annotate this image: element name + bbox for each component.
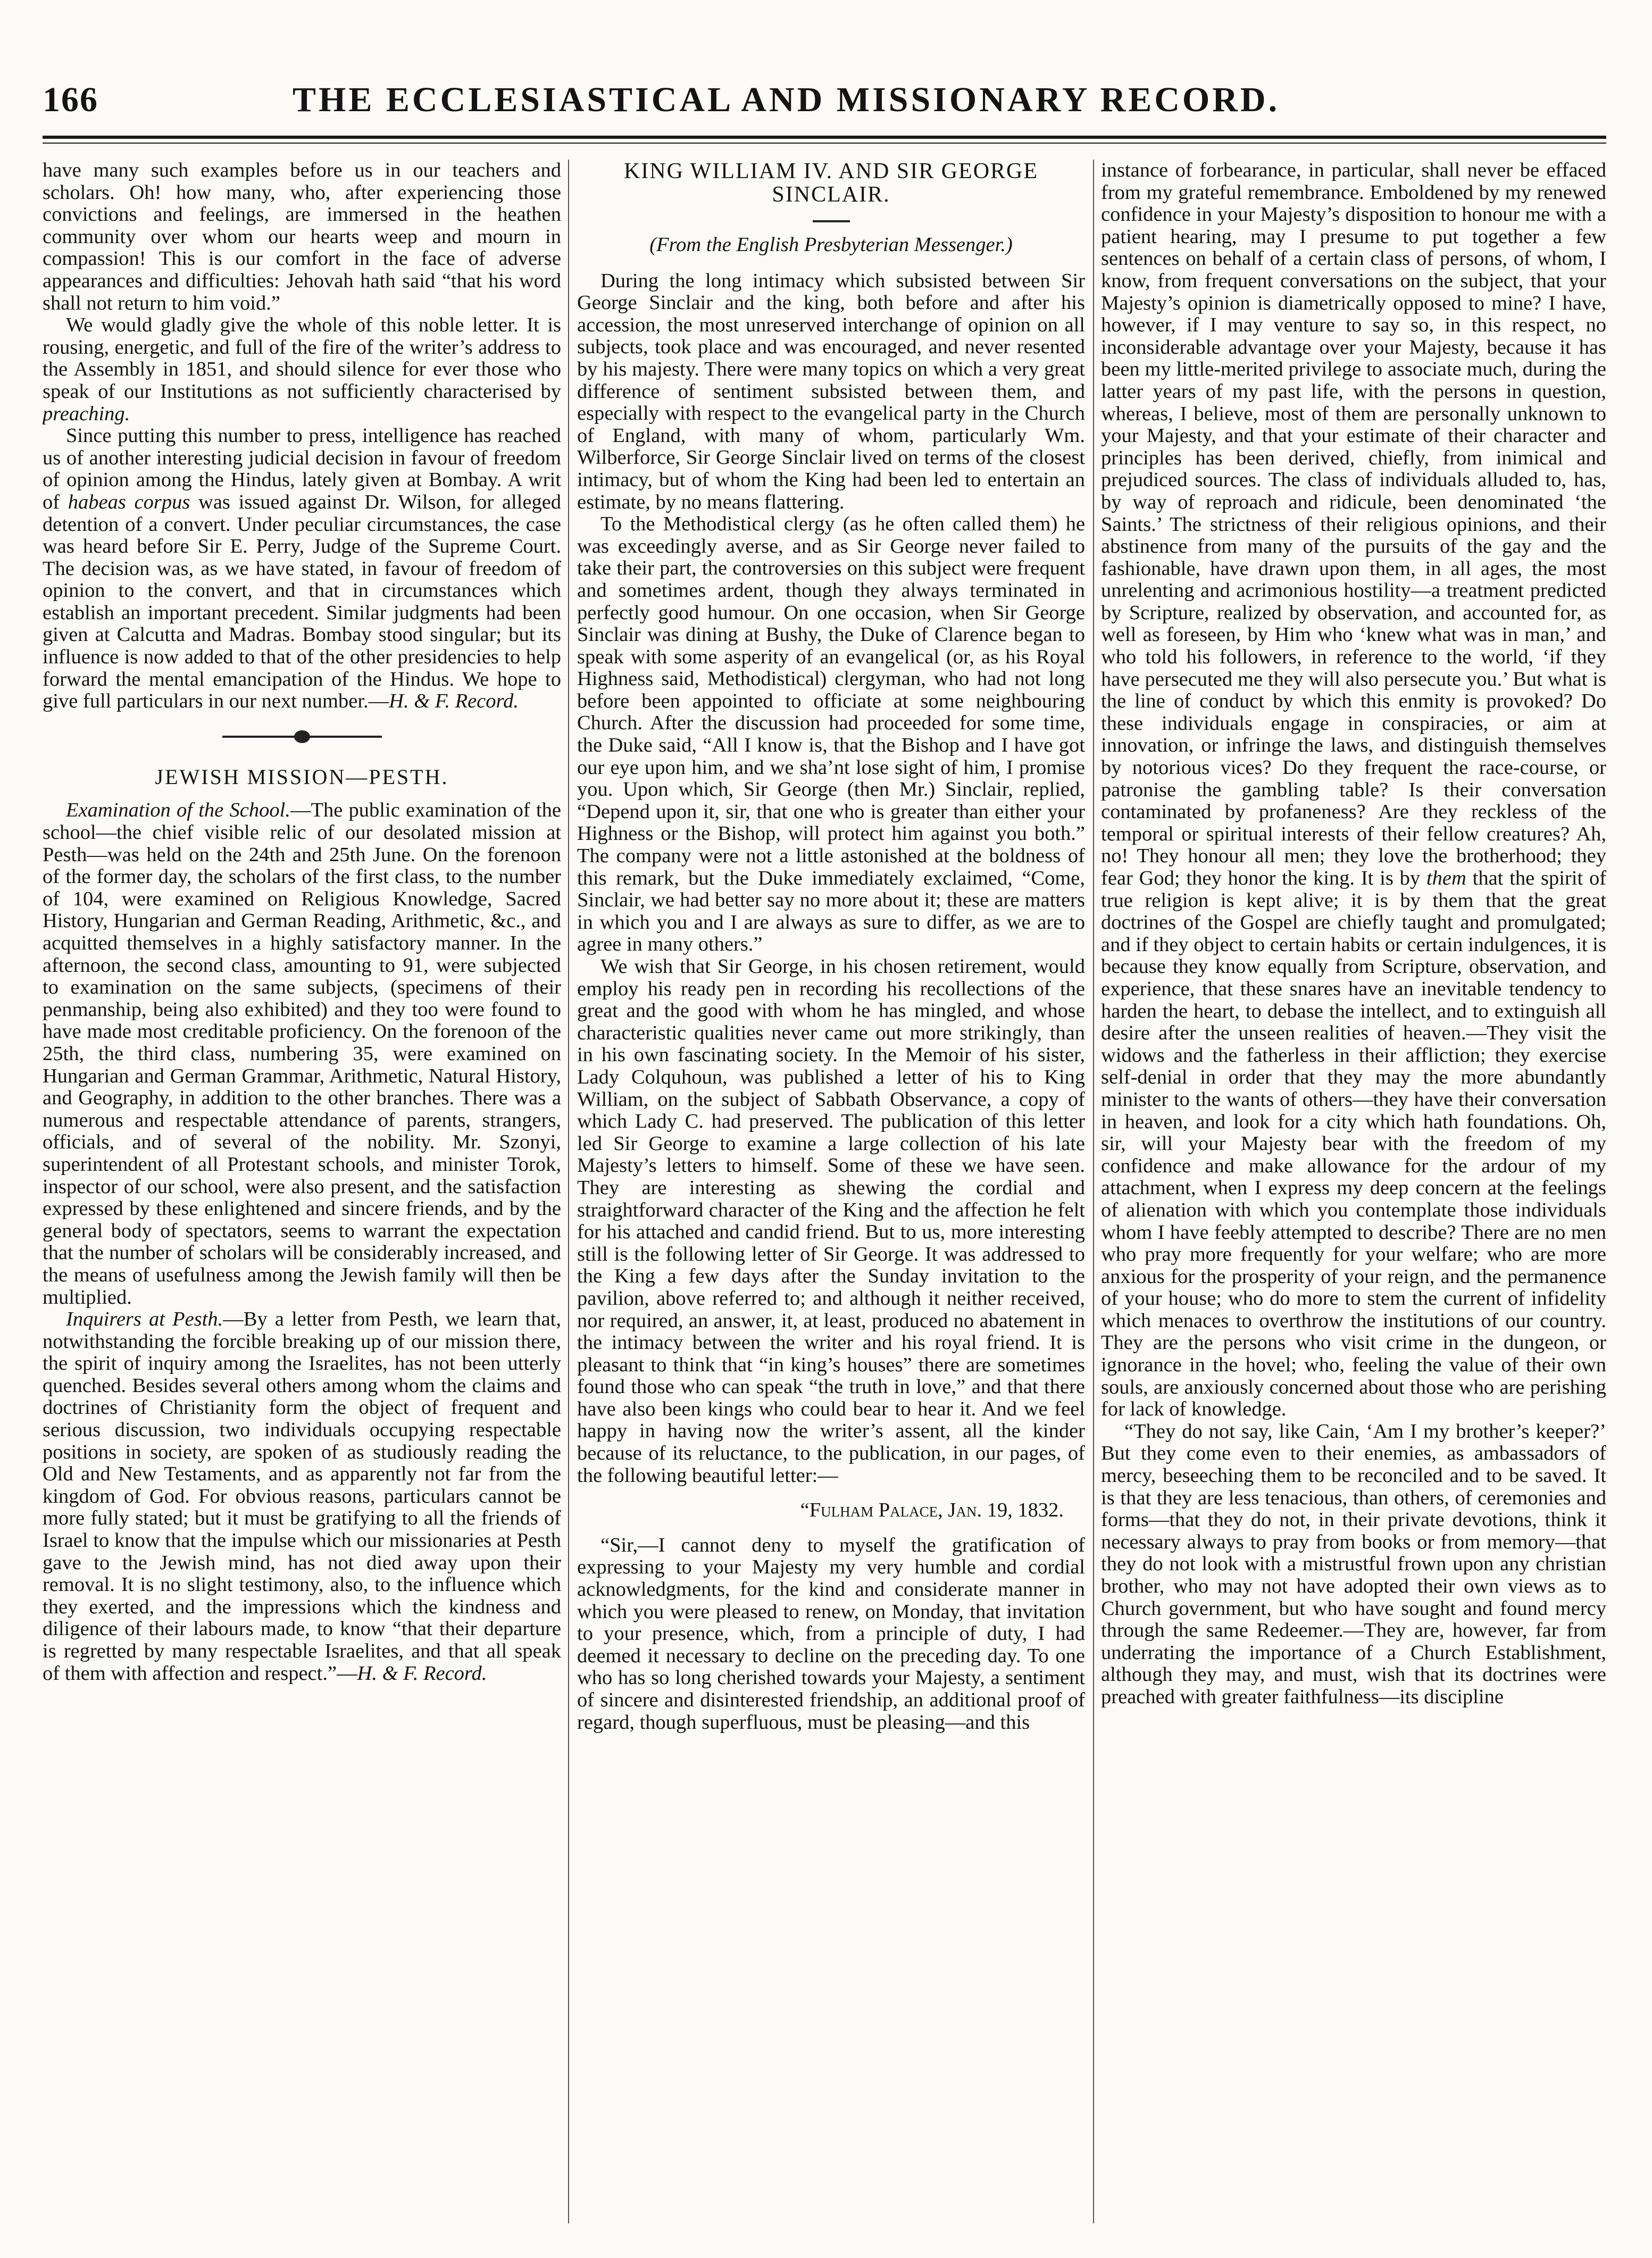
paragraph: “They do not say, like Cain, ‘Am I my brother’s keeper?’ But they come even to their enemies, as ambassadors of mercy, beseeching them to be reconciled and to be saved. It is that they are less tenacious, than others, of ceremonies and forms—that they do not, in their private devotions, think it necessary always to pray from books or from memory—that they do not look with a mistrustful frown upon any christian brother, who may not have adopted their own views as to Church government, but who have sought and found mercy through the same Redeemer.—They are, however, far from underrating the importance of a Church Establishment, although they may, and must, wish that its doctrines were preached with greater faithfulness—its discipline — [1101, 1420, 1606, 1708]
paragraph-text: Since putting this number to press, intelligence has reached us of another interesting judicial decision in favour of freedom of opinion among the Hindus, lately given at Bombay. A writ of — [43, 424, 561, 513]
column-1 — [43, 160, 561, 2223]
column-3 — [1101, 160, 1606, 2223]
emphasis: preaching. — [43, 402, 130, 425]
section-heading: JEWISH MISSION—PESTH. — [155, 764, 449, 789]
paragraph: To the Methodistical clergy (as he often called them) he was exceedingly averse, and as Sir George never failed to take their part, the controversies on this subject were frequent and sometimes ardent, though they always terminated in perfectly good humour. On one occasion, when Sir George Sinclair was dining at Bushy, the Duke of Clarence began to speak with some asperity of an evangelical (or, as his Royal Highness said, Methodistical) clergyman, who had not long before been appointed to officiate at some neighbouring Church. After the discussion had proceeded for some time, the Duke said, “All I know is, that the Bishop and I have got our eye upon him, and we sha’nt lose sight of him, I promise you. Upon which, Sir George (then Mr.) Sinclair, replied, “Depend upon it, sir, that one who is greater than either your Highness or the Bishop, will protect him against you both.” The company were not a little astonished at the boldness of this remark, but the Duke immediately exclaimed, “Come, Sinclair, we had better say no more about it; these are matters in which you and I are always as sure to differ, as we are to agree in many others.” — [577, 513, 1085, 956]
emphasis: habeas corpus — [68, 490, 190, 513]
paragraph-text: was issued against Dr. Wilson, for alleged detention of a convert. Under peculiar circumstances, the case was heard before Sir E. Perry, Judge of the Supreme Court. The decision was, as we have stated, in favour of freedom of opinion to the convert, and that in circumstances which establish an important precedent. Similar judgments had been given at Calcutta and Madras. Bombay stood singular; but its influence is now added to that of the other presidencies to help forward the mental emancipation of the Hindus. We hope to give full particulars in our next number.— — [43, 490, 561, 713]
paragraph-text: We would gladly give the whole of this noble letter. It is rousing, energetic, and full of the fire of the writer’s address to the Assembly in 1851, and should silence for ever those who speak of our Institutions as not sufficiently characterised by — [43, 314, 561, 403]
paragraph: have many such examples before us in our teachers and scholars. Oh! how many, who, after experiencing those convictions and feelings, are immersed in the heathen community over whom our hearts weep and mourn in compassion! This is our comfort in the face of adverse appearances and difficulties: Jehovah hath said “that his word shall not return to him void.” — [43, 160, 561, 314]
subheading: Examination of the School. — [66, 799, 290, 822]
column-2 — [577, 160, 1085, 2223]
article-heading: KING WILLIAM IV. AND SIR GEORGE SINCLAIR. — [623, 160, 1039, 207]
paragraph: “Sir,—I cannot deny to myself the gratification of expressing to your Majesty my very humble and cordial acknowledgments, for the kind and considerate manner in which you were pleased to renew, on Monday, that invitation to your presence, which, from a principle of duty, I had deemed it necessary to decline on the preceding day. To one who has so long cherished towards your Majesty, a sentiment of sincere and disinterested friendship, an additional proof of regard, though superfluous, must be pleasing—and this — [577, 1534, 1085, 1734]
running-title: THE ECCLESIASTICAL AND MISSIONARY RECORD. — [293, 80, 1280, 119]
paragraph: We wish that Sir George, in his chosen retirement, would employ his ready pen in recording his recollections of the great and the good with whom he has mingled, and whose characteristic qualities never came out more strikingly, than in his own fascinating society. In the Memoir of his sister, Lady Colquhoun, was published a letter of his to King William, on the subject of Sabbath Observance, a copy of which Lady C. had preserved. The publication of this letter led Sir George to examine a large collection of his late Majesty’s letters to himself. Some of these we have seen. They are interesting as shewing the cordial and straightforward character of the King and the affection he felt for his attached and candid friend. But to us, more interesting still is the following letter of Sir George. It was addressed to the King a few days after the Sunday invitation to the pavilion, above referred to; and although it neither received, nor required, an answer, it, at least, produced no abatement in the intimacy between the writer and his royal friend. It is pleasant to think that “in king’s houses” there are sometimes found those who can speak “the truth in love,” and that there have also been kings who could bear to hear it. And we feel happy in having now the writer’s assent, all the kinder because of its reluctance, to the publication, in our pages, of the following beautiful letter:— — [577, 955, 1085, 1487]
paragraph: During the long intimacy which subsisted between Sir George Sinclair and the king, both before and after his accession, the most unreserved interchange of opinion on all subjects, took place and was encouraged, and never resented by his majesty. There were many topics on which a very great difference of sentiment subsisted between them, and especially with respect to the evangelical party in the Church of England, with many of whom, particularly Wm. Wilberforce, Sir George Sinclair lived on terms of the closest intimacy, but of whom the King had been led to entertain an estimate, by no means flattering. — [577, 269, 1085, 513]
column-divider — [568, 160, 569, 2223]
paragraph-text: instance of forbearance, in particular, shall never be effaced from my grateful remembrance. Emboldened by my renewed confidence in your Majesty’s disposition to honour me with a patient hearing, may I presume to put together a few sentences on behalf of a certain class of persons, of whom, I know, from frequent conversations on the subject, that your Majesty’s opinion is diametrically opposed to mine? I have, however, if I may venture to say so, in this respect, no inconsiderable advantage over your Majesty, because it has been my little-merited privilege to associate much, during the latter years of my past life, with the persons in question, whereas, I believe, most of them are personally unknown to your Majesty, and that your estimate of their character and principles has been derived, chiefly, from inimical and prejudiced sources. The class of individuals alluded to, has, by way of reproach and ridicule, been denominated ‘the Saints.’ The strictness of their religious opinions, and their abstinence from many of the pursuits of the gay and the fashionable, have drawn upon them, in all ages, the most unrelenting and acrimonious hostility—a treatment predicted by Scripture, realized by observation, and accounted for, as well as foreseen, by Him who ‘knew what was in man,’ and who told his followers, in reference to the world, ‘if they have persecuted me they will also persecute you.’ But what is the line of conduct by which this enmity is provoked? Do these individuals engage in conspiracies, or aim at innovation, or infringe the laws, and distinguish themselves by notorious vices? Do they frequent the race-course, or patronise the gambling table? Is their conversation contaminated by profaneness? Are they reckless of the temporal or spiritual interests of their fellow creatures? Ah, no! They honour all men; they love the brotherhood; they fear God; they honor the king. It is by — [1101, 160, 1606, 889]
paragraph — [43, 799, 561, 1309]
ornament-dot — [294, 730, 310, 743]
heading-dash — [813, 220, 850, 222]
subheading: Inquirers at Pesth. — [66, 1308, 223, 1331]
header-rule-thin — [43, 143, 1606, 144]
page-number: 166 — [43, 80, 98, 119]
page-header — [43, 80, 1606, 138]
paragraph — [43, 1309, 561, 1685]
paragraph-text: that the spirit of true religion is kept alive; it is by them that the great doctrines of the Gospel are chiefly taught and promulgated; and if they object to certain habits or certain indulgences, it is because they know equally from Scripture, observation, and experience, that these snares have an inevitable tendency to harden the heart, to debase the intellect, and to extinguish all desire after the unseen realities of heaven.—They visit the widows and the fatherless in their affliction; they exercise self-denial in order that they may the more abundantly minister to the wants of others—they have their conversation in heaven, and look for a city which hath foundations. Oh, sir, will your Majesty bear with the freedom of my confidence and make allowance for the ardour of my attachment, when I express my deep concern at the feelings of alienation with which you contemplate those individuals whom I have feebly attempted to describe? There are no men who pray more frequently for your welfare; who are more anxious for the prosperity of your reign, and the permanence of your house; who do more to stem the current of infidelity which menaces to overthrow the institutions of our country. They are the persons who visit crime in the dungeon, or ignorance in the hovel; who, feeling the value of their own souls, are anxiously concerned about those who are perishing for lack of knowledge. — [1101, 867, 1606, 1421]
paragraph — [43, 314, 561, 425]
article-source: (From the English Presbyterian Messenger.) — [649, 234, 1013, 256]
section-ornament — [222, 729, 382, 745]
source-credit: H. & F. Record. — [389, 690, 519, 713]
paragraph — [1101, 160, 1606, 1421]
column-divider — [1093, 160, 1094, 2223]
letter-dateline: “Fulham Palace, Jan. 19, 1832. — [800, 1499, 1064, 1522]
paragraph — [43, 425, 561, 713]
source-credit: H. & F. Record. — [357, 1662, 487, 1685]
header-rule-thick — [43, 136, 1606, 139]
paragraph-text: —The public examination of the school—the chief visible relic of our desolated mission at Pesth—was held on the 24th and 25th June. On the forenoon of the former day, the scholars of the first class, to the number of 104, were examined on Religious Knowledge, Sacred History, Hungarian and German Reading, Arithmetic, &c., and acquitted themselves in a highly satisfactory manner. In the afternoon, the second class, amounting to 91, were subjected to examination on the same subjects, (specimens of their penmanship, being also exhibited) and they too were found to have made most creditable proficiency. On the forenoon of the 25th, the third class, numbering 35, were examined on Hungarian and German Grammar, Arithmetic, Natural History, and Geography, in addition to the other branches. There was a numerous and respectable attendance of parents, strangers, officials, and of several of the nobility. Mr. Szonyi, superintendent of all Protestant schools, and minister Torok, inspector of our school, were also present, and the satisfaction expressed by these enlightened and sincere friends, and by the general body of spectators, seems to warrant the expectation that the number of scholars will be considerably increased, and the means of usefulness among the Jewish family will then be multiplied. — [43, 799, 561, 1309]
emphasis: them — [1426, 867, 1466, 889]
paragraph-text: —By a letter from Pesth, we learn that, notwithstanding the forcible breaking up of our mission there, the spirit of inquiry among the Israelites, has not been utterly quenched. Besides several others among whom the claims and doctrines of Christianity form the object of frequent and serious discussion, two individuals occupying respectable positions in society, are spoken of as studiously reading the Old and New Testaments, and as apparently not far from the kingdom of God. For obvious reasons, particulars cannot be more fully stated; but it must be gratifying to all the friends of Israel to know that the impulse which our missionaries at Pesth gave to the Jewish mind, has not died away upon their removal. It is no slight testimony, also, to the influence which they exerted, and the impressions which the kindness and diligence of their labours made, to know “that their departure is regretted by many respectable Israelites, and that all speak of them with affection and respect.”— — [43, 1308, 561, 1685]
